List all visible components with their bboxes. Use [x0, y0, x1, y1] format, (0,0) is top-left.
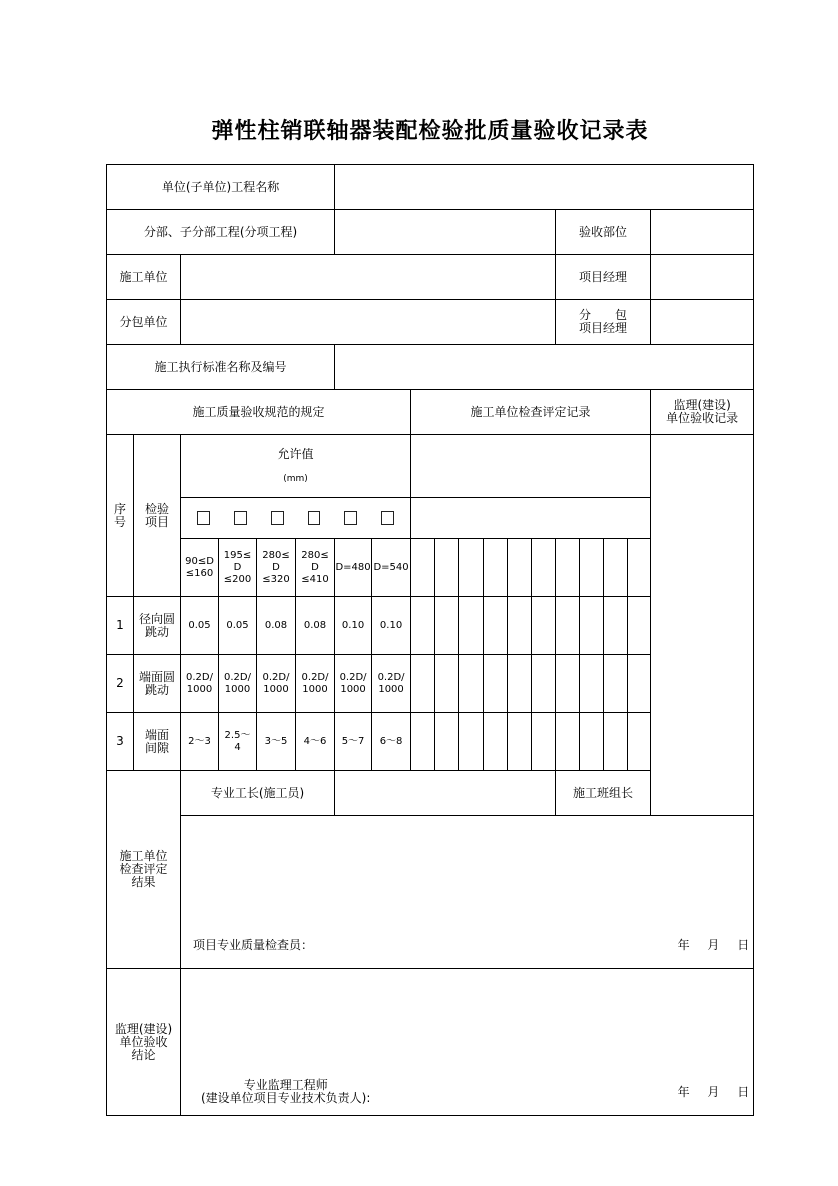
check-cell[interactable]	[484, 597, 508, 655]
acceptance-location-label: 验收部位	[556, 210, 651, 255]
check-cell[interactable]	[532, 597, 556, 655]
check-cell[interactable]	[459, 713, 484, 771]
item-header: 检验 项目	[134, 435, 181, 597]
check-cell[interactable]	[556, 655, 580, 713]
check-cell[interactable]	[435, 597, 459, 655]
check-cell[interactable]	[435, 539, 459, 597]
team-leader-label: 施工班组长	[556, 771, 651, 816]
foreman-field[interactable]	[335, 771, 556, 816]
check-cell[interactable]	[508, 539, 532, 597]
allowed-value: 0.10	[335, 597, 372, 655]
check-cell[interactable]	[580, 655, 604, 713]
check-cell[interactable]	[411, 539, 435, 597]
row-number: 2	[107, 655, 134, 713]
supervision-record-header: 监理(建设) 单位验收记录	[651, 390, 754, 435]
range-header: 280≤ D ≤320	[257, 539, 296, 597]
check-cell[interactable]	[411, 597, 435, 655]
check-cell[interactable]	[484, 539, 508, 597]
sub-project-label: 分部、子分部工程(分项工程)	[107, 210, 335, 255]
check-record-field[interactable]	[411, 435, 651, 498]
inspection-item: 端面 间隙	[134, 713, 181, 771]
check-cell[interactable]	[459, 655, 484, 713]
project-manager-label: 项目经理	[556, 255, 651, 300]
check-cell[interactable]	[411, 655, 435, 713]
supervision-conclusion-field[interactable]	[181, 969, 754, 1116]
unit-project-name-field[interactable]	[335, 165, 754, 210]
subcontract-unit-field[interactable]	[181, 300, 556, 345]
check-cell[interactable]	[484, 713, 508, 771]
range-checkbox-6[interactable]	[381, 511, 394, 525]
check-cell[interactable]	[628, 713, 651, 771]
inspection-record-table	[106, 164, 754, 1116]
allowed-value: 4～6	[296, 713, 335, 771]
allowed-value-label: 允许值	[277, 447, 314, 461]
check-cell[interactable]	[435, 655, 459, 713]
allowed-value: 0.2D/ 1000	[296, 655, 335, 713]
check-cell[interactable]	[508, 597, 532, 655]
subcontract-manager-label: 分 包 项目经理	[556, 300, 651, 345]
inspection-date: 年 月 日	[677, 938, 750, 952]
check-cell[interactable]	[484, 655, 508, 713]
allowed-value: 0.2D/ 1000	[181, 655, 219, 713]
supervision-conclusion-label: 监理(建设) 单位验收 结论	[107, 969, 181, 1116]
check-cell[interactable]	[411, 713, 435, 771]
check-cell[interactable]	[556, 539, 580, 597]
check-cell[interactable]	[532, 539, 556, 597]
allowed-value: 6～8	[372, 713, 411, 771]
check-cell[interactable]	[556, 597, 580, 655]
range-header: D=540	[372, 539, 411, 597]
check-cell[interactable]	[604, 597, 628, 655]
check-cell[interactable]	[604, 539, 628, 597]
allowed-value: 0.08	[257, 597, 296, 655]
check-record-field[interactable]	[411, 498, 651, 539]
range-checkbox-4[interactable]	[308, 511, 321, 525]
range-checkbox-1[interactable]	[197, 511, 210, 525]
allowed-value: 5～7	[335, 713, 372, 771]
allowed-value: 0.05	[181, 597, 219, 655]
allowed-value-unit: (mm)	[283, 474, 308, 484]
check-cell[interactable]	[604, 655, 628, 713]
allowed-value: 0.05	[219, 597, 257, 655]
check-cell[interactable]	[556, 713, 580, 771]
inspection-item: 端面圆 跳动	[134, 655, 181, 713]
spec-rules-header: 施工质量验收规范的规定	[107, 390, 411, 435]
check-cell[interactable]	[604, 713, 628, 771]
checkbox-row	[181, 498, 411, 539]
allowed-value: 0.08	[296, 597, 335, 655]
range-checkbox-2[interactable]	[234, 511, 247, 525]
quality-inspector-label: 项目专业质量检查员：	[193, 938, 314, 952]
inspection-item: 径向圆 跳动	[134, 597, 181, 655]
range-header: 90≤D ≤160	[181, 539, 219, 597]
supervision-date: 年 月 日	[677, 1085, 750, 1099]
row-number: 1	[107, 597, 134, 655]
allowed-value: 3～5	[257, 713, 296, 771]
construction-result-label: 施工单位 检查评定 结果	[107, 771, 181, 969]
page-title: 弹性柱销联轴器装配检验批质量验收记录表	[211, 119, 649, 144]
allowed-value: 2.5～ 4	[219, 713, 257, 771]
seq-header: 序 号	[107, 435, 134, 597]
check-cell[interactable]	[459, 539, 484, 597]
subcontract-unit-label: 分包单位	[107, 300, 181, 345]
check-cell[interactable]	[459, 597, 484, 655]
acceptance-location-field[interactable]	[651, 210, 754, 255]
standard-name-label: 施工执行标准名称及编号	[107, 345, 335, 390]
subcontract-manager-field[interactable]	[651, 300, 754, 345]
construction-unit-label: 施工单位	[107, 255, 181, 300]
check-cell[interactable]	[532, 655, 556, 713]
allowed-value: 0.2D/ 1000	[219, 655, 257, 713]
construction-unit-field[interactable]	[181, 255, 556, 300]
project-manager-field[interactable]	[651, 255, 754, 300]
range-header: 195≤ D ≤200	[219, 539, 257, 597]
check-cell[interactable]	[435, 713, 459, 771]
range-checkbox-3[interactable]	[271, 511, 284, 525]
check-cell[interactable]	[508, 655, 532, 713]
construction-check-header: 施工单位检查评定记录	[411, 390, 651, 435]
unit-project-name-label: 单位(子单位)工程名称	[107, 165, 335, 210]
allowed-value: 0.2D/ 1000	[257, 655, 296, 713]
check-cell[interactable]	[628, 539, 651, 597]
range-header: D=480	[335, 539, 372, 597]
check-cell[interactable]	[580, 597, 604, 655]
allowed-value-header	[181, 435, 411, 498]
supervision-record-field[interactable]	[651, 435, 754, 816]
allowed-value: 0.2D/ 1000	[372, 655, 411, 713]
sub-project-field[interactable]	[335, 210, 556, 255]
check-cell[interactable]	[580, 539, 604, 597]
check-cell[interactable]	[532, 713, 556, 771]
check-cell[interactable]	[628, 655, 651, 713]
range-checkbox-5[interactable]	[344, 511, 357, 525]
allowed-value: 0.10	[372, 597, 411, 655]
check-cell[interactable]	[628, 597, 651, 655]
foreman-label: 专业工长(施工员)	[181, 771, 335, 816]
allowed-value: 2～3	[181, 713, 219, 771]
standard-name-field[interactable]	[335, 345, 754, 390]
check-cell[interactable]	[508, 713, 532, 771]
row-number: 3	[107, 713, 134, 771]
allowed-value: 0.2D/ 1000	[335, 655, 372, 713]
supervisor-label: 专业监理工程师 (建设单位项目专业技术负责人):	[201, 1078, 371, 1105]
construction-result-field[interactable]	[181, 816, 754, 969]
range-header: 280≤ D ≤410	[296, 539, 335, 597]
check-cell[interactable]	[580, 713, 604, 771]
